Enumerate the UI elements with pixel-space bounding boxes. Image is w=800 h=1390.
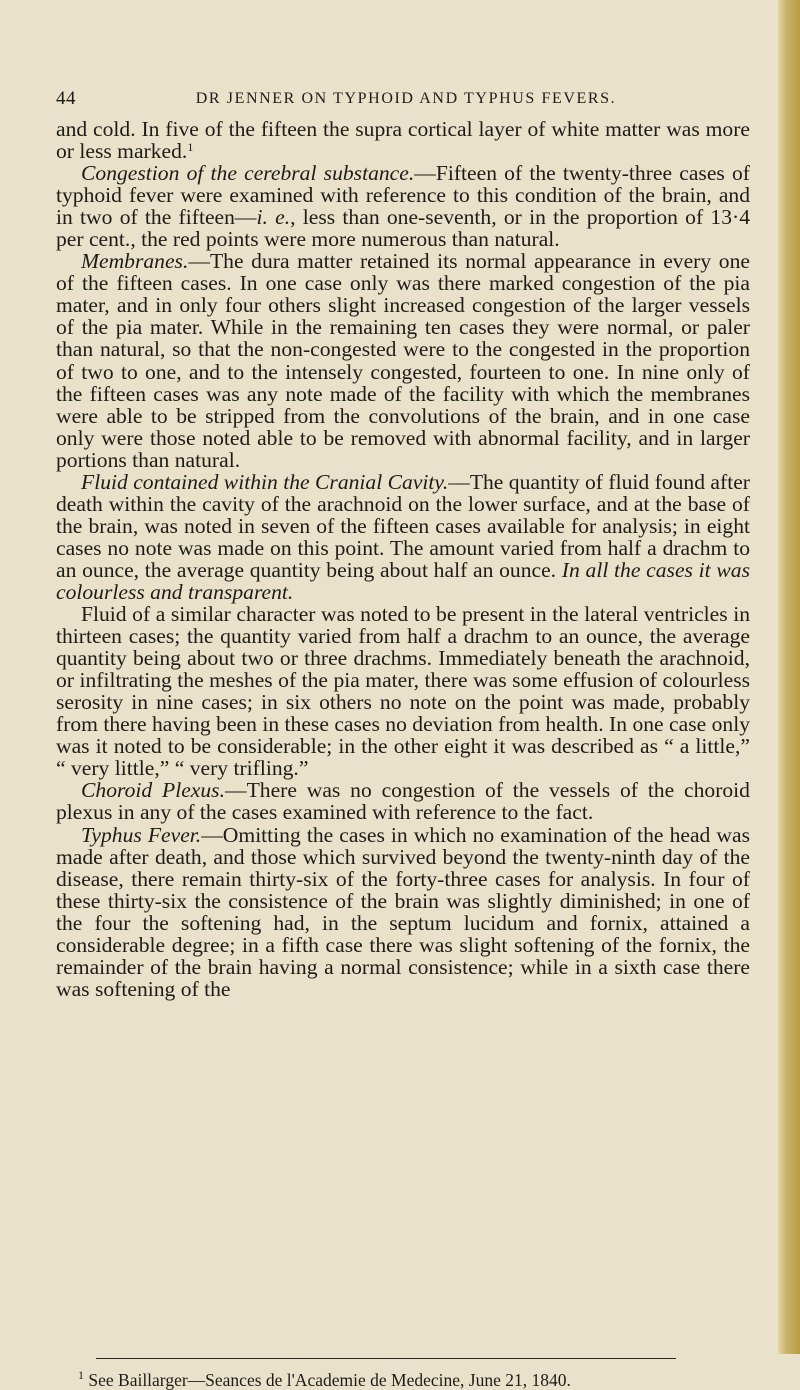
section-heading: Typhus Fever.: [81, 822, 202, 847]
section-heading: Membranes.: [81, 249, 189, 274]
page-edge: [778, 0, 800, 1354]
paragraph-text: —The quantity of fluid found after death within the cavity of the arachnoid on the lower surface, and at the base of the brain, was noted in seven of the fifteen cases available for analysis; in eight cases no note was made on this point. The amount varied from half a drachm to an ounce, the average quantity being about half an ounce.: [56, 469, 750, 582]
paragraph-text: Fluid of a similar character was noted to be present in the lateral ventricles in thirteen cases; the quantity varied from half a drachm to an ounce, the average quantity being about two or three drachms. Immediately beneath the arachnoid, or infiltrating the meshes of the pia mater, there was some effusion of colourless serosity in nine cases; in six others no note on the point was made, probably from there having been in these cases no deviation from health. In one case only was it noted to be considerable; in the other eight it was described as “ a little,” “ very little,” “ very trifling.”: [56, 602, 750, 781]
paragraph-ventricles: [56, 603, 750, 779]
footnote-reference: 1: [187, 140, 194, 155]
running-title: DR JENNER ON TYPHOID AND TYPHUS FEVERS.: [195, 90, 617, 107]
paragraph-congestion: [56, 162, 750, 250]
page-number: 44: [56, 88, 76, 109]
section-heading: Fluid contained within the Cranial Cavity.: [81, 469, 449, 494]
section-heading: Choroid Plexus.: [81, 778, 225, 803]
footnote-marker: 1: [78, 1368, 84, 1382]
paragraph-text: —Omitting the cases in which no examination of the head was made after death, and those which survived beyond the twenty-ninth day of the disease, there remain thirty-six of the forty-three cases for analysis. In four of these thirty-six the consistence of the brain was slightly diminished; in one of the four the softening had, in the septum lucidum and fornix, attained a considerable degree; in a fifth case there was slight softening of the fornix, the remainder of the brain having a normal consistence; while in a sixth case there was softening of the: [56, 822, 750, 1001]
paragraph-continued: [56, 118, 750, 162]
italic-abbrev: i. e.: [256, 205, 291, 230]
footnote-rule: [96, 1358, 676, 1359]
paragraph-typhus: [56, 824, 750, 1000]
footnote-text: See Baillarger—Seances de l'Academie de Medecine, June 21, 1840.: [88, 1370, 571, 1390]
italic-statement: In all the cases it was colourless and transparent.: [56, 557, 750, 604]
paragraph-text: and cold. In five of the fifteen the supra cortical layer of white matter was more or less marked.: [56, 117, 750, 164]
paragraph-choroid: [56, 779, 750, 823]
paragraph-fluid: [56, 471, 750, 603]
paragraph-text: —Fifteen of the twenty-three cases of typhoid fever were examined with reference to this condition of the brain, and in two of the fifteen—: [56, 161, 750, 230]
paragraph-membranes: [56, 250, 750, 470]
page-header: [56, 88, 756, 112]
footnote: [78, 1370, 758, 1390]
paragraph-text: —The dura matter retained its normal appearance in every one of the fifteen cases. In one case only was there marked congestion of the pia mater, and in only four others slight increased congestion of the larger vessels of the pia mater. While in the remaining ten cases they were normal, or paler than natural, so that the non-congested were to the congested in the proportion of two to one, and to the intensely congested, fourteen to one. In nine only of the fifteen cases was any note made of the facility with which the membranes were able to be stripped from the convolutions of the brain, and in one case only were those noted able to be removed with abnormal facility, and in larger portions than natural.: [56, 249, 750, 472]
paragraph-text: , less than one-seventh, or in the proportion of 13·4 per cent., the red points were more numerous than natural.: [56, 205, 750, 252]
section-heading: Congestion of the cerebral substance.: [81, 161, 415, 186]
body-text: [56, 118, 750, 1000]
paragraph-text: —There was no congestion of the vessels of the choroid plexus in any of the cases examined with reference to the fact.: [56, 778, 750, 825]
